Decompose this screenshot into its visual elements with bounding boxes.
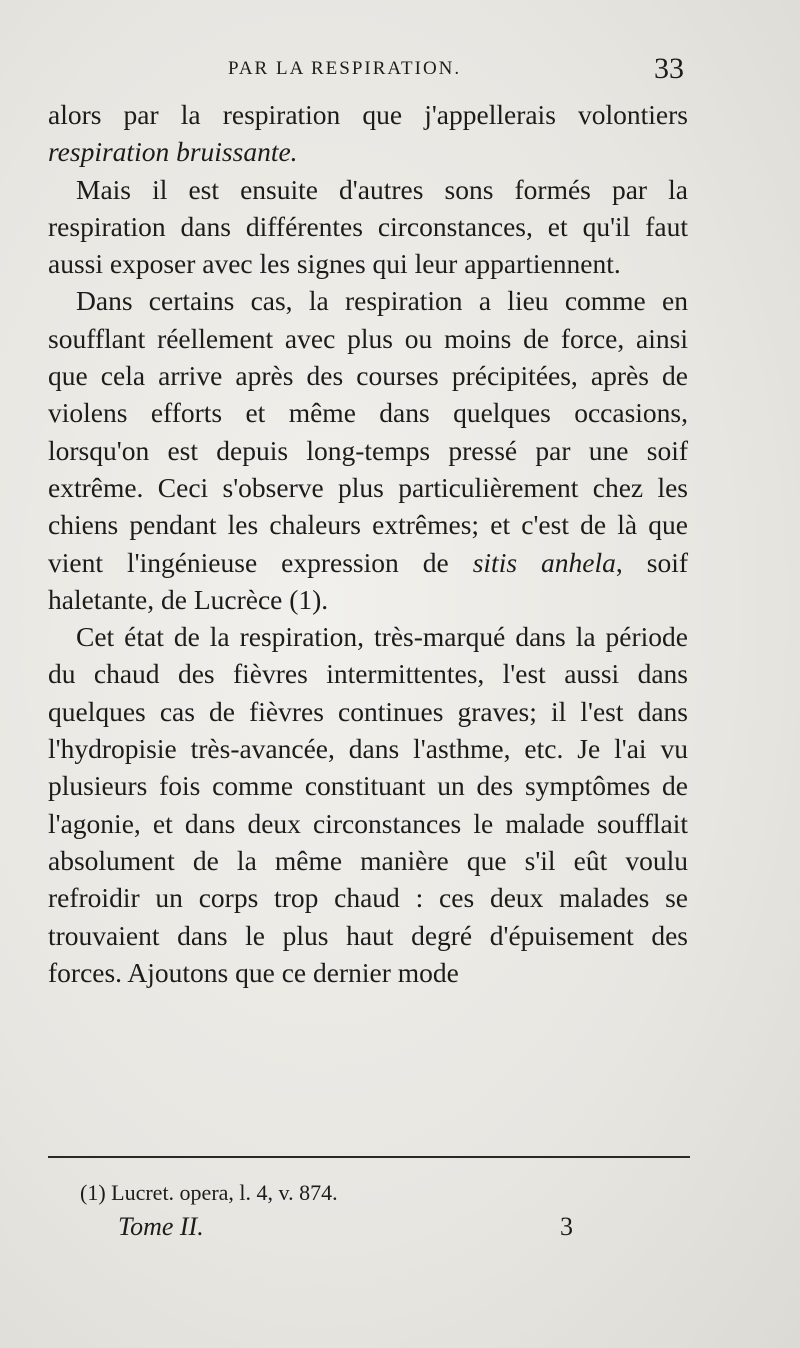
paragraph-3-before: Dans certains cas, la respiration a lieu comme en soufflant réellement avec plus ou moins de force, ainsi que cela arrive après des courses précipitées, après de violens efforts et même dans quelques occasions, lorsqu'on est depuis long-temps pressé par une soif extrême. Ceci s'observe plus particulièrement chez les chiens pendant les chaleurs extrêmes; et c'est de là que vient l'ingénieuse expression de — [48, 285, 688, 578]
paragraph-3-italic: sitis anhela — [472, 546, 616, 578]
paragraph-1-italic: respiration bruissante. — [48, 136, 298, 168]
body-text — [48, 96, 688, 991]
paragraph-1 — [48, 96, 688, 171]
footnote-rule — [48, 1156, 690, 1158]
sheet-signature: 3 — [560, 1212, 573, 1241]
paragraph-3 — [48, 282, 688, 618]
paragraph-4: Cet état de la respiration, très-marqué dans la période du chaud des fièvres intermittentes, l'est aussi dans quelques cas de fièvres continues graves; il l'est dans l'hydropisie très-avancée, dans l'asthme, etc. Je l'ai vu plusieurs fois comme constituant un des symptômes de l'agonie, et dans deux circonstances le malade soufflait absolument de la même manière que s'il eût voulu refroidir un corps trop chaud : ces deux malades se trouvaient dans le plus haut degré d'épuisement des forces. Ajoutons que ce dernier mode — [48, 621, 688, 988]
paragraph-3-after: , soif haletante, de Lucrèce (1). — [48, 546, 689, 615]
footnote: (1) Lucret. opera, l. 4, v. 874. — [80, 1180, 338, 1205]
signature-line — [48, 1212, 608, 1252]
paragraph-2: Mais il est ensuite d'autres sons formés par la respiration dans différentes circonstances, et qu'il faut aussi exposer avec les signes qui leur appartiennent. — [48, 173, 688, 280]
volume-label: Tome II. — [118, 1212, 204, 1241]
page-number: 33 — [654, 52, 684, 85]
paragraph-1-text: alors par la respiration que j'appellerais volontiers — [48, 99, 688, 130]
running-head: PAR LA RESPIRATION. — [228, 58, 462, 79]
page-header — [48, 52, 688, 92]
